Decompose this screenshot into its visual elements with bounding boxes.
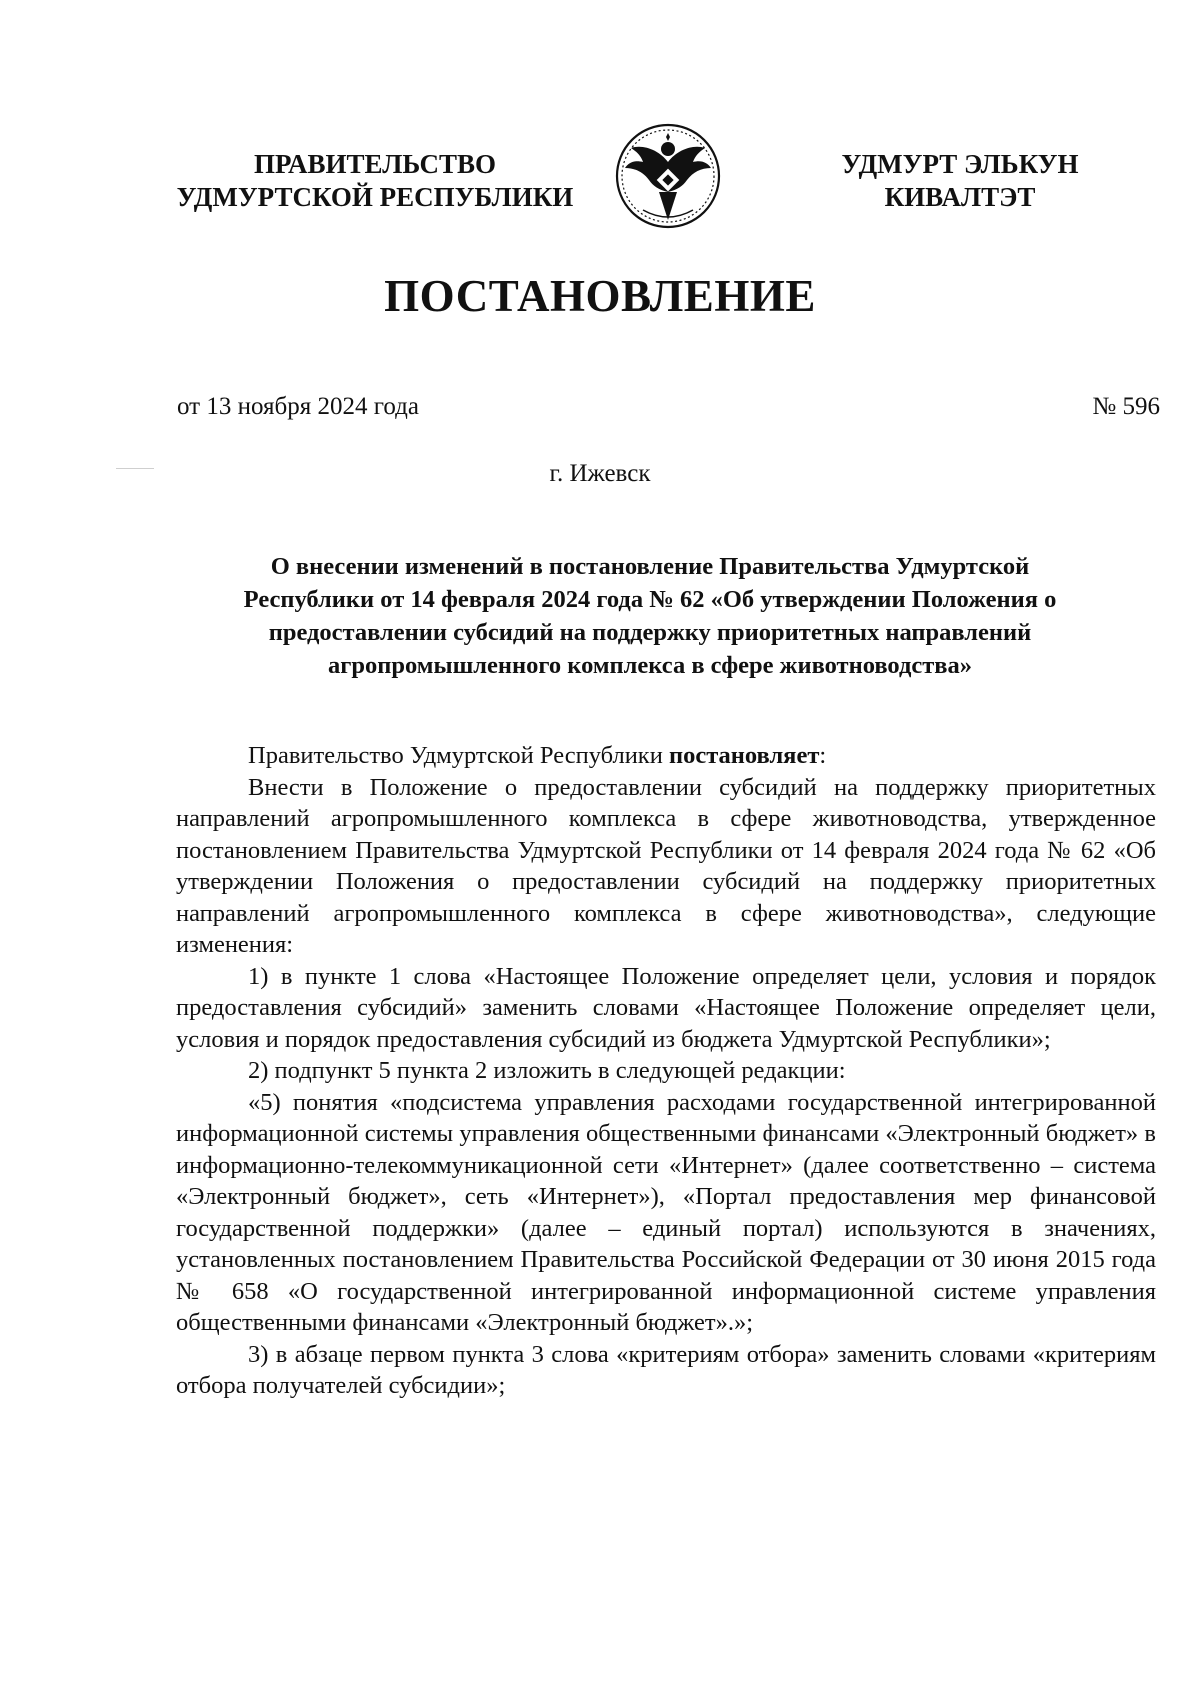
document-type-title: ПОСТАНОВЛЕНИЕ	[384, 271, 816, 321]
document-date: от 13 ноября 2024 года	[177, 393, 419, 420]
intro-verb: постановляет	[668, 742, 820, 769]
body-paragraph: «5) понятия «подсистема управления расходами государственной интегрированной информационной системы управления общественными финансами «Электронный бюджет» в информационно-телекоммуникационной сети «Интернет» (далее соответственно – система «Электронный бюджет», сеть «Интернет»), «Портал предоставления мер финансовой государственной поддержки» (далее – единый портал) используются в значениях, установленных постановлением Правительства Российской Федерации от 30 июня 2015 года № 658 «О государственной интегрированной информационной системе управления общественными финансами «Электронный бюджет».»;	[176, 1088, 1156, 1336]
org-name-line: УДМУРТСКОЙ РЕСПУБЛИКИ	[176, 182, 574, 212]
body-paragraph: Внести в Положение о предоставлении субсидий на поддержку приоритетных направлений агропромышленного комплекса в сфере животноводства, утвержденное постановлением Правительства Удмуртской Республики от 14 февраля 2024 года № 62 «Об утверждении Положения о предоставлении субсидий на поддержку приоритетных направлений агропромышленного комплекса в сфере животноводства», следующие изменения:	[176, 773, 1156, 958]
document-city: г. Ижевск	[549, 460, 651, 487]
heading-line: агропромышленного комплекса в сфере животноводства»	[328, 652, 972, 679]
body-paragraph: 2) подпункт 5 пункта 2 изложить в следующей редакции:	[248, 1057, 846, 1084]
body-paragraph: 1) в пункте 1 слова «Настоящее Положение определяет цели, условия и порядок предоставления субсидий» заменить словами «Настоящее Положение определяет цели, условия и порядок предоставления субсидий из бюджета Удмуртской Республики»;	[176, 962, 1156, 1053]
intro-paragraph	[176, 740, 1156, 772]
body-paragraph: 3) в абзаце первом пункта 3 слова «критериям отбора» заменить словами «критериям отбора получателей субсидии»;	[176, 1340, 1156, 1399]
document-subject-heading	[170, 550, 1130, 682]
org-name-line: ПРАВИТЕЛЬСТВО	[253, 149, 497, 179]
document-number: № 596	[1092, 393, 1160, 420]
org-name-line: УДМУРТ ЭЛЬКУН	[841, 149, 1079, 179]
coat-of-arms-icon	[613, 122, 723, 230]
heading-line: предоставлении субсидий на поддержку приоритетных направлений	[268, 619, 1032, 646]
intro-colon: :	[819, 742, 827, 769]
org-name-udmurt	[795, 148, 1125, 214]
org-name-line: КИВАЛТЭТ	[884, 182, 1036, 212]
heading-line: О внесении изменений в постановление Правительства Удмуртской	[270, 553, 1030, 580]
org-name-russian	[165, 148, 585, 214]
heading-line: Республики от 14 февраля 2024 года № 62 «Об утверждении Положения о	[243, 586, 1057, 613]
document-body	[176, 740, 1156, 1402]
intro-text: Правительство Удмуртской Республики	[248, 742, 669, 769]
